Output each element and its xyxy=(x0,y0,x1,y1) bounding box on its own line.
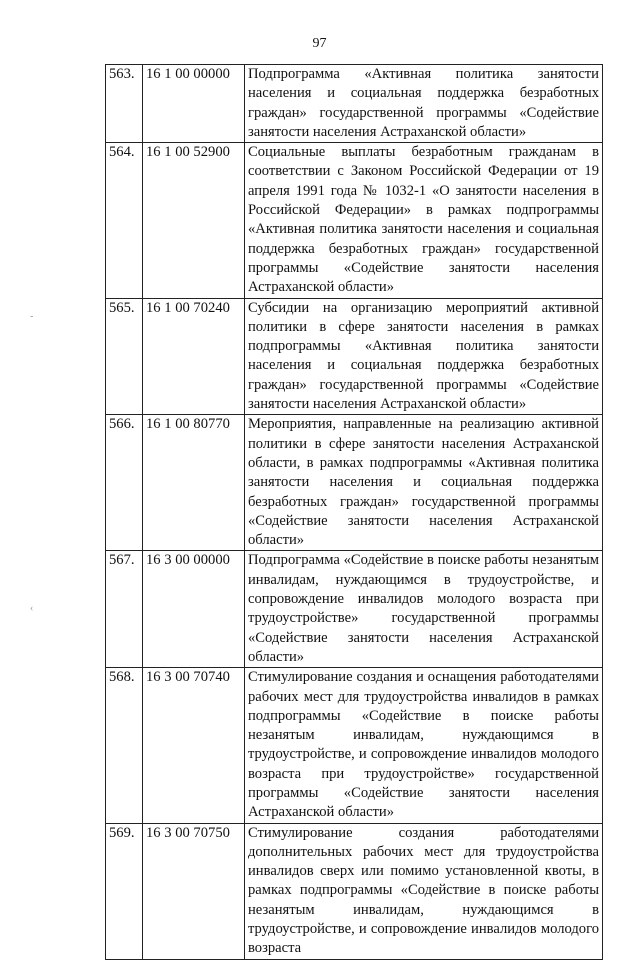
table-row xyxy=(106,298,603,415)
row-number: 564. xyxy=(106,143,143,298)
margin-speck: ‹ xyxy=(30,603,34,614)
page-number: 97 xyxy=(312,36,327,51)
budget-code: 16 3 00 70740 xyxy=(143,668,245,823)
row-number: 563. xyxy=(106,65,143,143)
row-description: Подпрограмма «Активная политика занятости населения и социальная поддержка безработных граждан» государственной программы «Содействие занятости населения Астраханской области» xyxy=(245,65,603,143)
table-row xyxy=(106,143,603,298)
budget-code: 16 1 00 80770 xyxy=(143,415,245,551)
table-row xyxy=(106,668,603,823)
row-number: 568. xyxy=(106,668,143,823)
margin-speck: - xyxy=(30,311,34,322)
table-row xyxy=(106,551,603,668)
budget-code: 16 1 00 00000 xyxy=(143,65,245,143)
table-row xyxy=(106,415,603,551)
budget-code: 16 3 00 00000 xyxy=(143,551,245,668)
row-description: Подпрограмма «Содействие в поиске работы незанятым инвалидам, нуждающимся в трудоустройстве, и сопровождение инвалидов молодого возраста при трудоустройстве» государственной программы «Содействие занятости населения Астраханской области» xyxy=(245,551,603,668)
row-number: 566. xyxy=(106,415,143,551)
table-row xyxy=(106,823,603,959)
row-description: Стимулирование создания работодателями дополнительных рабочих мест для трудоустройства инвалидов сверх или помимо установленной квоты, в рамках подпрограммы «Содействие в поиске работы незанятым инвалидам, нуждающимся в трудоустройстве, и сопровождение инвалидов молодого возраста xyxy=(245,823,603,959)
row-description: Субсидии на организацию мероприятий активной политики в сфере занятости населения в рамках подпрограммы «Активная политика занятости населения и социальная поддержка безработных граждан» государственной программы «Содействие занятости населения Астраханской области» xyxy=(245,298,603,415)
table-row xyxy=(106,65,603,143)
budget-code-table xyxy=(105,64,603,960)
budget-code: 16 3 00 70750 xyxy=(143,823,245,959)
row-description: Социальные выплаты безработным гражданам в соответствии с Законом Российской Федерации от 19 апреля 1991 года № 1032-1 «О занятости населения в Российской Федерации» в рамках подпрограммы «Активная политика занятости населения и социальная поддержка безработных граждан» государственной программы «Содействие занятости населения Астраханской области» xyxy=(245,143,603,298)
row-number: 567. xyxy=(106,551,143,668)
row-description: Стимулирование создания и оснащения работодателями рабочих мест для трудоустройства инвалидов в рамках подпрограммы «Содействие в поиске работы незанятым инвалидам, нуждающимся в трудоустройстве, и сопровождение инвалидов молодого возраста при трудоустройстве» государственной программы «Содействие занятости населения Астраханской области» xyxy=(245,668,603,823)
row-description: Мероприятия, направленные на реализацию активной политики в сфере занятости населения Астраханской области, в рамках подпрограммы «Активная политика занятости населения и социальная поддержка безработных граждан» государственной программы «Содействие занятости населения Астраханской области» xyxy=(245,415,603,551)
budget-code: 16 1 00 52900 xyxy=(143,143,245,298)
budget-code: 16 1 00 70240 xyxy=(143,298,245,415)
row-number: 569. xyxy=(106,823,143,959)
row-number: 565. xyxy=(106,298,143,415)
